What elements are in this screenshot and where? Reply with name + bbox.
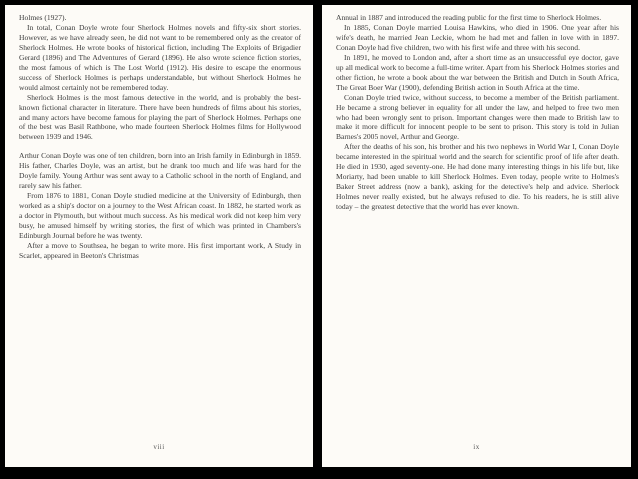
right-page	[322, 5, 631, 467]
left-paragraph-4: Arthur Conan Doyle was one of ten children, born into an Irish family in Edinburgh in 1859. His father, Charles Doyle, was an artist, but he drank too much and life was hard for the Doyle family. Young Arthur was sent away to a Catholic school in the north of England, and rarely saw his father.	[19, 151, 301, 191]
right-paragraph-5: After the deaths of his son, his brother and his two nephews in World War I, Conan Doyle became interested in the spiritual world and the search for scientific proof of life after death. He died in 1930, aged seventy-one. He had done many interesting things in his life but, like Moriarty, had been unable to kill Sherlock Holmes. Even today, people write to Holmes's Baker Street address (now a bank), asking for the detective's help and advice. Sherlock Holmes never really existed, but he always refused to die. To his readers, he is still alive today – the greatest detective that the world has ever known.	[336, 142, 619, 212]
left-paragraph-1: Holmes (1927).	[19, 13, 67, 22]
left-page	[5, 5, 313, 467]
left-paragraph-2: In total, Conan Doyle wrote four Sherlock Holmes novels and fifty-six short stories. However, as we have already seen, he did not want to be remembered only as the creator of Sherlock Holmes. He wrote books of historical fiction, including The Exploits of Brigadier Gerard (1896) and The Adventures of Gerard (1896). He also wrote science fiction stories, the most famous of which is The Lost World (1912). His desire to escape the enormous success of Sherlock Holmes is perhaps understandable, but without Sherlock Holmes he would almost certainly not be remembered today.	[19, 22, 301, 92]
right-paragraph-4: Conan Doyle tried twice, without success, to become a member of the British parliament. He became a strong believer in equality for all under the law, and helped to free two men who had been wrongly sent to prison. Important changes were then made to British law to make it more difficult for innocent people to be sent to prison. This story is told in Julian Barnes's 2005 novel, Arthur and George.	[336, 92, 619, 142]
right-page-number: ix	[473, 443, 480, 451]
right-paragraph-3: In 1891, he moved to London and, after a short time as an unsuccessful eye doctor, gave up all medical work to become a full-time writer. Apart from his Sherlock Holmes stories and other fiction, he wrote a book about the war between the British and Dutch in South Africa, The Great Boer War (1900), defending British action in South Africa at the time.	[336, 52, 619, 92]
left-page-number: viii	[153, 443, 165, 451]
left-paragraph-5: From 1876 to 1881, Conan Doyle studied medicine at the University of Edinburgh, then worked as a ship's doctor on a journey to the West African coast. In 1882, he started work as a doctor in Plymouth, but without much success. As his medical work did not keep him very busy, he amused himself by writing stories, the first of which was printed in Chambers's Edinburgh Journal before he was twenty.	[19, 191, 301, 241]
left-paragraph-6: After a move to Southsea, he began to write more. His first important work, A Study in Scarlet, appeared in Beeton's Christmas	[19, 240, 301, 260]
left-paragraph-3: Sherlock Holmes is the most famous detective in the world, and is probably the best-known fictional character in literature. There have been hundreds of films about his stories, and many actors have become famous for playing the part of Sherlock Holmes. Perhaps one of the best was Basil Rathbone, who made fourteen Sherlock Holmes films for Hollywood between 1939 and 1946.	[19, 92, 301, 142]
right-paragraph-1: Annual in 1887 and introduced the reading public for the first time to Sherlock Holmes.	[336, 13, 602, 22]
right-paragraph-2: In 1885, Conan Doyle married Louisa Hawkins, who died in 1906. One year after his wife's death, he married Jean Leckie, whom he had met and fallen in love with in 1897. Conan Doyle had five children, two with his first wife and three with his second.	[336, 22, 619, 52]
